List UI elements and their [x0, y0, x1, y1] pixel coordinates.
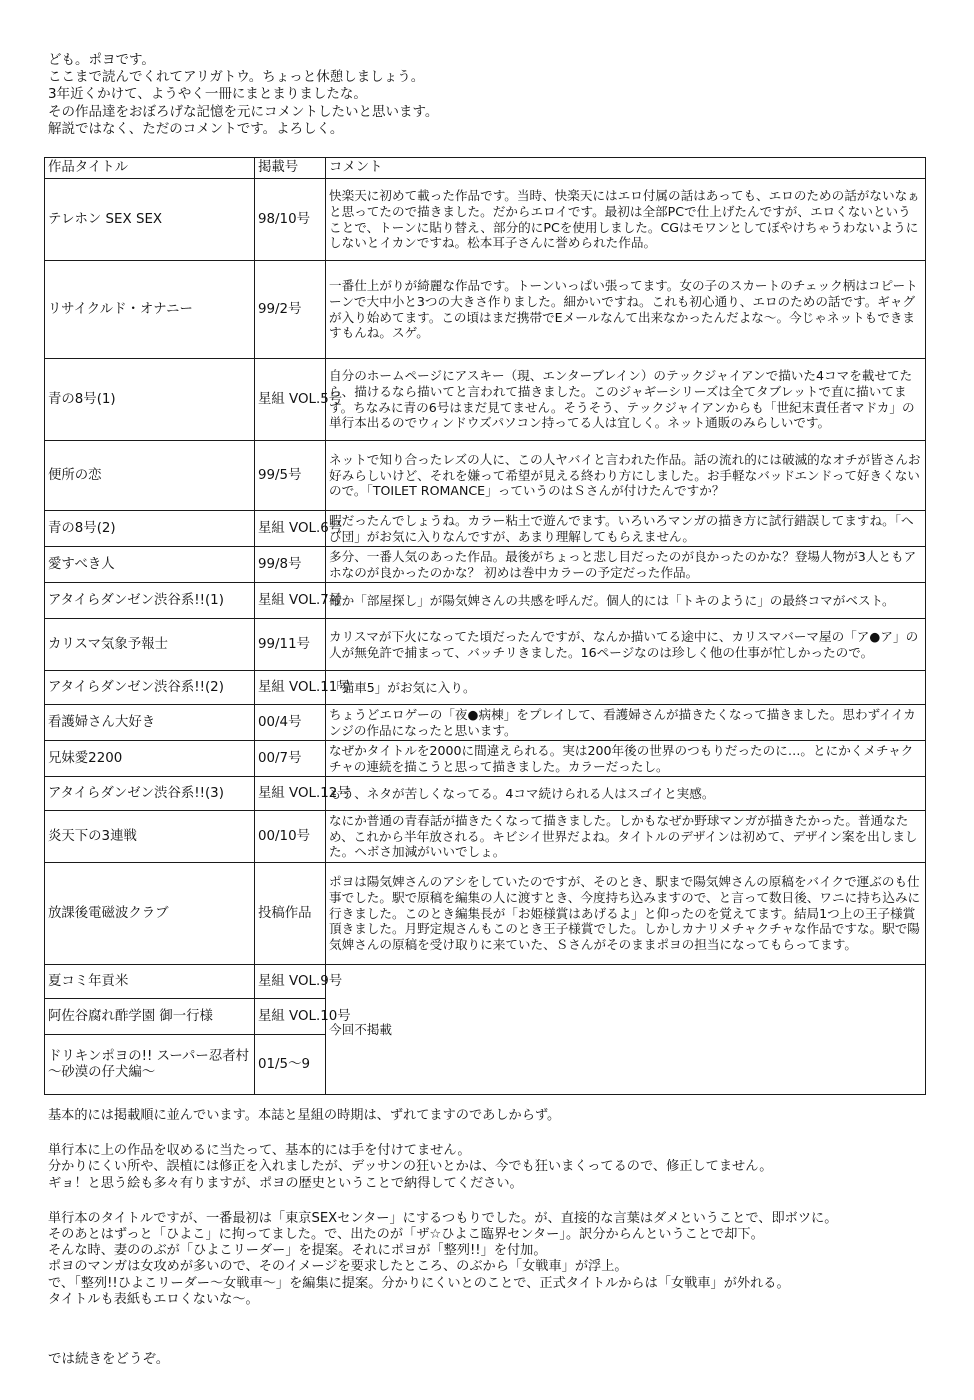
- table-row: [45, 741, 926, 777]
- note-line: で、「整列!!ひよこリーダー～女戦車～」を編集に提案。分かりにくいとのことで、正式タイトルからは「女戦車」が外れる。: [48, 1275, 790, 1291]
- intro-text: [48, 52, 928, 138]
- work-title: アタイらダンゼン渋谷系!!(1): [45, 583, 255, 619]
- note-line: ポヨのマンガは女攻めが多いので、そのイメージを要求したところ、のぶから「女戦車」が浮上。: [48, 1259, 628, 1275]
- work-title: ドリキンポヨの!! スーパー忍者村 ～砂漠の仔犬編～: [45, 1035, 255, 1095]
- work-title: 便所の恋: [45, 441, 255, 511]
- work-comment: ポヨは陽気婢さんのアシをしていたのですが、そのとき、駅まで陽気婢さんの原稿をバイクで運ぶのも仕事でした。駅で原稿を編集の人に渡すとき、今度持ち込みますので、と言って数日後、ワニに持ち込みに行きました。このとき編集長が「お姫様賞はあげるよ」と仰ったのを覚えてます。結局1つ上の王子様賞頂きました。月野定規さんもこのとき王子様賞でした。しかしカナリメチャクチャな作品ですな。駅で陽気婢さんの原稿を受け取りに来ていた、Ｓさんがそのままポヨの担当になってもらってます。: [326, 863, 926, 965]
- work-issue: 投稿作品: [255, 863, 326, 965]
- work-title: テレホン SEX SEX: [45, 179, 255, 261]
- intro-line: 3年近くかけて、ようやく一冊にまとまりましたな。: [48, 86, 367, 103]
- intro-line: ここまで読んでくれてアリガトウ。ちょっと休憩しましょう。: [48, 69, 425, 86]
- closing-text: では続きをどうぞ。: [48, 1351, 170, 1367]
- work-comment: 暇だったんでしょうね。カラー粘土で遊んでます。いろいろマンガの描き方に試行錯誤してますね。「へび団」がお気に入りなんですが、あまり理解してもらえません。: [326, 511, 926, 547]
- work-issue: 99/2号: [255, 261, 326, 359]
- work-issue: 星組 VOL.7号: [255, 583, 326, 619]
- work-issue: 01/5～9: [255, 1035, 326, 1095]
- work-issue: 星組 VOL.9号: [255, 965, 326, 999]
- work-comment: 「猫車5」がお気に入り。: [326, 671, 926, 705]
- header-comment: コメント: [326, 158, 926, 179]
- work-comment: ネットで知り合ったレズの人に、この人ヤバイと言われた作品。話の流れ的には破滅的なオチが皆さんお好みらしいけど、それを嫌って希望が見える終わり方にしました。お手軽なバッドエンドって好きくないので。「TOILET ROMANCE」っていうのはＳさんが付けたんですか？: [326, 441, 926, 511]
- work-comment: 確か「部屋探し」が陽気婢さんの共感を呼んだ。個人的には「トキのように」の最終コマがベスト。: [326, 583, 926, 619]
- table-row: [45, 619, 926, 671]
- work-issue: 00/4号: [255, 705, 326, 741]
- table-row: [45, 583, 926, 619]
- table-row: [45, 179, 926, 261]
- table-row: [45, 811, 926, 863]
- note-line: 単行本に上の作品を収めるに当たって、基本的には手を付けてません。: [48, 1143, 471, 1159]
- work-title: アタイらダンゼン渋谷系!!(3): [45, 777, 255, 811]
- work-title: 青の8号(2): [45, 511, 255, 547]
- intro-line: 解説ではなく、ただのコメントです。よろしく。: [48, 120, 344, 137]
- work-title: 愛すべき人: [45, 547, 255, 583]
- work-issue: 99/8号: [255, 547, 326, 583]
- works-table: [44, 157, 926, 1095]
- note-line: そのあとはずっと「ひよこ」に拘ってました。で、出たのが「ザ☆ひよこ臨界センター」。訳分からんということで却下。: [48, 1227, 764, 1243]
- work-issue: 星組 VOL.10号: [255, 999, 326, 1035]
- work-issue: 星組 VOL.5号: [255, 359, 326, 441]
- work-issue: 99/5号: [255, 441, 326, 511]
- work-issue: 星組 VOL.12号: [255, 777, 326, 811]
- note-line: 分かりにくい所や、誤植には修正を入れましたが、デッサンの狂いとかは、今でも狂いまくってるので、修正してません。: [48, 1159, 773, 1175]
- intro-line: その作品達をおぼろげな記憶を元にコメントしたいと思います。: [48, 103, 439, 120]
- table-row: [45, 511, 926, 547]
- work-comment: 多分、一番人気のあった作品。最後がちょっと悲し目だったのが良かったのかな？登場人物が3人ともアホなのが良かったのかな？ 初めは巻中カラーの予定だった作品。: [326, 547, 926, 583]
- table-row: [45, 671, 926, 705]
- work-comment: もう、ネタが苦しくなってる。4コマ続けられる人はスゴイと実感。: [326, 777, 926, 811]
- table-header-row: [45, 158, 926, 179]
- work-title: リサイクルド・オナニー: [45, 261, 255, 359]
- work-title: カリスマ気象予報士: [45, 619, 255, 671]
- work-comment: 一番仕上がりが綺麗な作品です。トーンいっぱい張ってます。女の子のスカートのチェック柄はコピートーンで大中小と3つの大きさ作りました。細かいですね。これも初心通り、エロのための話です。ギャグが入り始めてます。この頃はまだ携帯でEメールなんて出来なかったんだよな～。今じゃネットもできますもんね。スゲ。: [326, 261, 926, 359]
- work-issue: 99/11号: [255, 619, 326, 671]
- header-title: 作品タイトル: [45, 158, 255, 179]
- intro-line: ども。ポヨです。: [48, 52, 155, 68]
- work-comment: なにか普通の青春話が描きたくなって描きました。しかもなぜか野球マンガが描きたかった。普通なため、これから半年放される。キビシイ世界だよね。タイトルのデザインは初めて、デザイン案を出しました。ヘボさ加減がいいでしょ。: [326, 811, 926, 863]
- table-row-unpublished: [45, 965, 926, 999]
- work-issue: 星組 VOL.11号: [255, 671, 326, 705]
- work-comment: ちょうどエロゲーの「夜●病棟」をプレイして、看護婦さんが描きたくなって描きました。思わずイイカンジの作品になったと思います。: [326, 705, 926, 741]
- work-comment: なぜかタイトルを2000に間違えられる。実は200年後の世界のつもりだったのに…。とにかくメチャクチャの連続を描こうと思って描きました。カラーだったし。: [326, 741, 926, 777]
- work-issue: 00/7号: [255, 741, 326, 777]
- unpublished-comment: 今回不掲載: [326, 965, 926, 1095]
- note-line: ギョ！と思う絵も多々有りますが、ポヨの歴史ということで納得してください。: [48, 1175, 523, 1191]
- notes: [48, 1108, 948, 1308]
- work-issue: 98/10号: [255, 179, 326, 261]
- note-line: そんな時、妻ののぶが「ひよこリーダー」を提案。それにポヨが「整列!!」を付加。: [48, 1243, 547, 1259]
- work-title: 青の8号(1): [45, 359, 255, 441]
- table-row: [45, 261, 926, 359]
- work-title: 看護婦さん大好き: [45, 705, 255, 741]
- note-line: 単行本のタイトルですが、一番最初は「東京SEXセンター」にするつもりでした。が、直接的な言葉はダメということで、即ボツに。: [48, 1210, 838, 1226]
- note-line: タイトルも表紙もエロくないな～。: [48, 1291, 259, 1307]
- table-row: [45, 547, 926, 583]
- table-row: [45, 705, 926, 741]
- header-issue: 掲載号: [255, 158, 326, 179]
- work-comment: カリスマが下火になってた頃だったんですが、なんか描いてる途中に、カリスマバーマ屋の「ア●ア」の人が無免許で捕まって、バッチリきました。16ページなのは珍しく他の仕事が忙しかったので。: [326, 619, 926, 671]
- table-row: [45, 359, 926, 441]
- table-row: [45, 863, 926, 965]
- table-row: [45, 777, 926, 811]
- work-comment: 快楽天に初めて載った作品です。当時、快楽天にはエロ付属の話はあっても、エロのための話がないなぁと思ってたので描きました。だからエロイです。最初は全部PCで仕上げたんですが、エロくないということで、トーンに貼り替え、部分的にPCを使用しました。CGはモワンとしてぼやけちゃうわないようにしないとイカンですね。松本耳子さんに誉められた作品。: [326, 179, 926, 261]
- work-title: 阿佐谷腐れ酢学園 御一行様: [45, 999, 255, 1035]
- note-line: 基本的には掲載順に並んでいます。本誌と星組の時期は、ずれてますのであしからず。: [48, 1108, 561, 1123]
- work-title: アタイらダンゼン渋谷系!!(2): [45, 671, 255, 705]
- table-row: [45, 441, 926, 511]
- work-comment: 自分のホームページにアスキー（現、エンターブレイン）のテックジャイアンで描いた4コマを載せてたら、描けるなら描いてと言われて描きました。このジャギーシリーズは全てタブレットで直に描いてます。ちなみに青の6号はまだ見てません。そうそう、テックジャイアンからも「世紀末責任者マドカ」の単行本出るのでウィンドウズパソコン持ってる人は宜しく。ネット通販のみらしいです。: [326, 359, 926, 441]
- work-title: 放課後電磁波クラブ: [45, 863, 255, 965]
- work-title: 炎天下の3連戦: [45, 811, 255, 863]
- work-issue: 00/10号: [255, 811, 326, 863]
- work-title: 夏コミ年貢米: [45, 965, 255, 999]
- work-title: 兄妹愛2200: [45, 741, 255, 777]
- work-issue: 星組 VOL.6号: [255, 511, 326, 547]
